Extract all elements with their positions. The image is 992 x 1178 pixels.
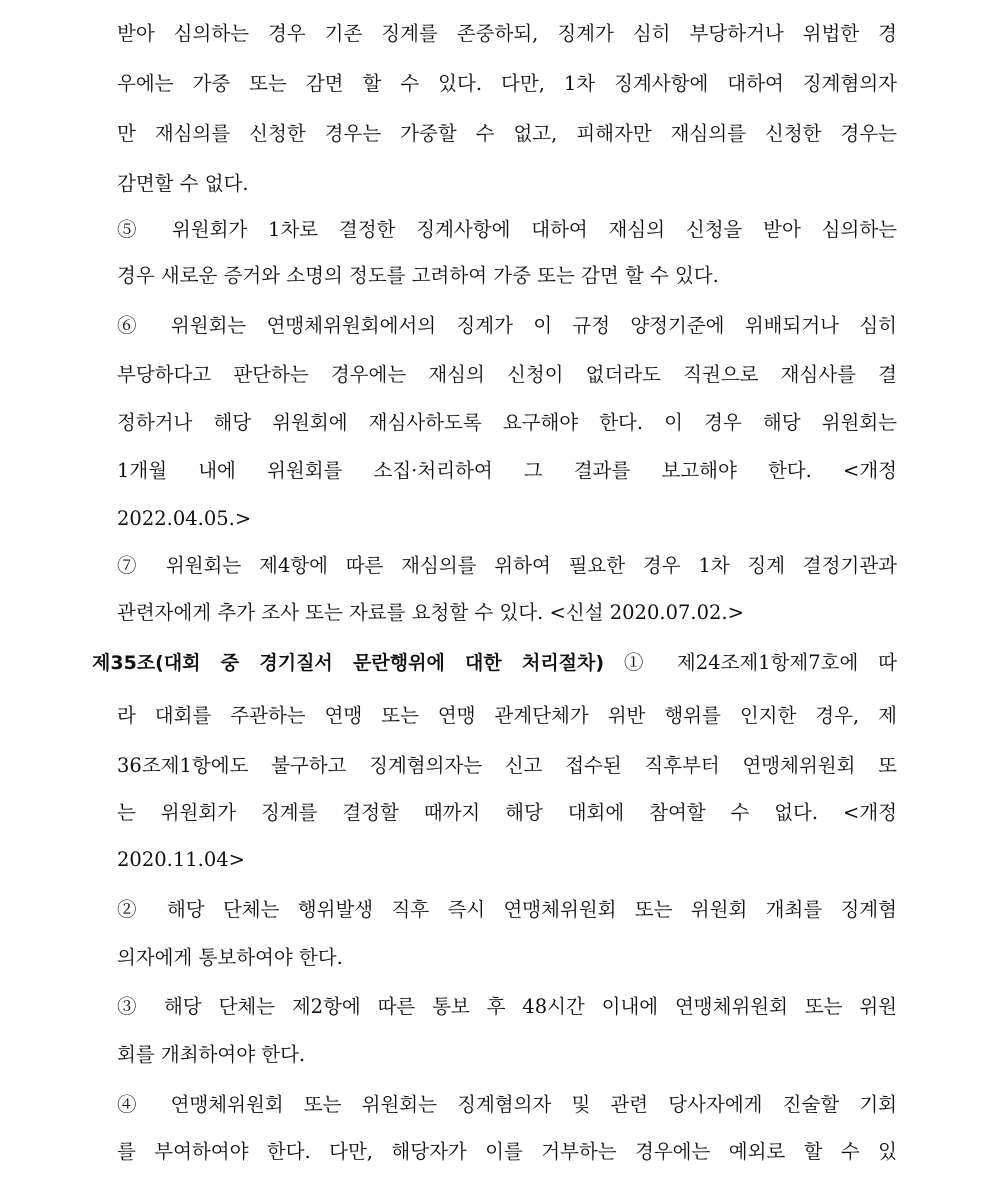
paragraph-4-line: ④ 연맹체위원회 또는 위원회는 징계혐의자 및 관련 당사자에게 진술할 기회 <box>117 1093 897 1116</box>
amendment-date: 2022.04.05.> <box>117 507 252 530</box>
text-line: 회를 개최하여야 한다. <box>117 1043 306 1066</box>
text-line: 우에는 가중 또는 감면 할 수 있다. 다만, 1차 징계사항에 대하여 징계혐의자 <box>117 72 897 95</box>
text-line: 라 대회를 주관하는 연맹 또는 연맹 관계단체가 위반 행위를 인지한 경우, 제 <box>117 704 897 727</box>
amendment-date: 2020.11.04> <box>117 848 245 871</box>
article-heading: 제35조(대회 중 경기질서 문란행위에 대한 처리절차) <box>92 652 605 674</box>
text-line: 관련자에게 추가 조사 또는 자료를 요청할 수 있다. <신설 2020.07.02.> <box>117 601 744 624</box>
article-35-first-line <box>92 637 897 689</box>
text-line: 만 재심의를 신청한 경우는 가중할 수 없고, 피해자만 재심의를 신청한 경우는 <box>117 122 897 145</box>
paragraph-6-line: ⑥ 위원회는 연맹체위원회에서의 징계가 이 규정 양정기준에 위배되거나 심히 <box>117 314 897 337</box>
paragraph-5-line: ⑤ 위원회가 1차로 결정한 징계사항에 대하여 재심의 신청을 받아 심의하는 <box>117 218 897 241</box>
text-line: 를 부여하여야 한다. 다만, 해당자가 이를 거부하는 경우에는 예외로 할 수 있 <box>117 1140 897 1163</box>
text-line: 정하거나 해당 위원회에 재심사하도록 요구해야 한다. 이 경우 해당 위원회는 <box>117 411 897 434</box>
paragraph-3-line: ③ 해당 단체는 제2항에 따른 통보 후 48시간 이내에 연맹체위원회 또는 위원 <box>117 995 897 1018</box>
text-line: 1개월 내에 위원회를 소집·처리하여 그 결과를 보고해야 한다. <개정 <box>117 459 897 482</box>
text-line: 의자에게 통보하여야 한다. <box>117 946 343 969</box>
paragraph-2-line: ② 해당 단체는 행위발생 직후 즉시 연맹체위원회 또는 위원회 개최를 징계혐 <box>117 898 897 921</box>
article-first-line-text: ① 제24조제1항제7호에 따 <box>604 651 897 674</box>
text-line: 36조제1항에도 불구하고 징계혐의자는 신고 접수된 직후부터 연맹체위원회 또 <box>117 754 897 777</box>
text-line: 경우 새로운 증거와 소명의 정도를 고려하여 가중 또는 감면 할 수 있다. <box>117 264 719 287</box>
text-line: 감면할 수 없다. <box>117 172 249 195</box>
paragraph-7-line: ⑦ 위원회는 제4항에 따른 재심의를 위하여 필요한 경우 1차 징계 결정기관과 <box>117 554 897 577</box>
text-line: 받아 심의하는 경우 기존 징계를 존중하되, 징계가 심히 부당하거나 위법한 경 <box>117 22 897 45</box>
text-line: 는 위원회가 징계를 결정할 때까지 해당 대회에 참여할 수 없다. <개정 <box>117 801 897 824</box>
text-line: 부당하다고 판단하는 경우에는 재심의 신청이 없더라도 직권으로 재심사를 결 <box>117 363 897 386</box>
